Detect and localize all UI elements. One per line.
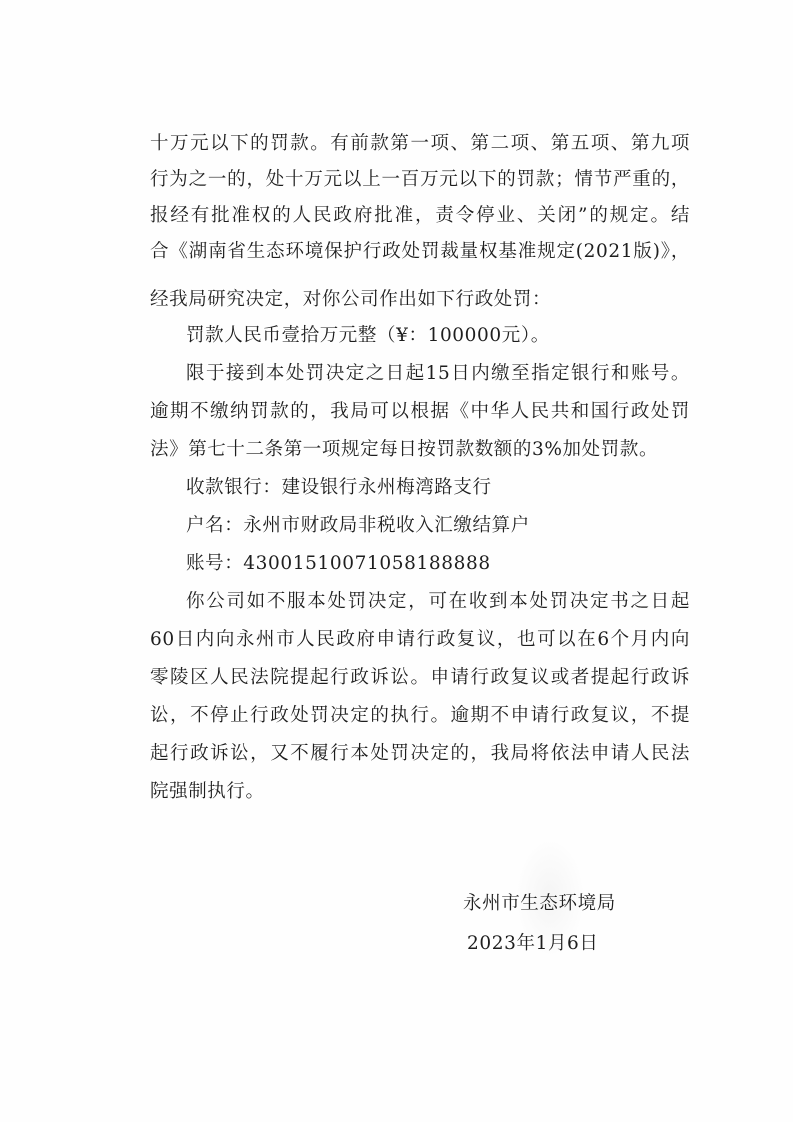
penalty-amount-line: 罚款人民币壹拾万元整（¥：100000元）。 bbox=[186, 325, 550, 346]
signature-date: 2023年1月6日 bbox=[467, 933, 599, 954]
appeal-line-5: 起行政诉讼，又不履行本处罚决定的，我局将依法申请人民法 bbox=[150, 743, 690, 764]
account-number-line: 账号：43001510071058188888 bbox=[186, 553, 491, 574]
appeal-line-4: 讼，不停止行政处罚决定的执行。逾期不申请行政复议，不提 bbox=[150, 705, 690, 726]
appeal-line-6: 院强制执行。 bbox=[150, 781, 265, 802]
appeal-line-3: 零陵区人民法院提起行政诉讼。申请行政复议或者提起行政诉 bbox=[150, 667, 690, 688]
body-line-4: 合《湖南省生态环境保护行政处罚裁量权基准规定(2021版)》， bbox=[150, 241, 690, 262]
appeal-line-1: 你公司如不服本处罚决定，可在收到本处罚决定书之日起 bbox=[186, 591, 690, 612]
late-payment-line-2: 法》第七十二条第一项规定每日按罚款数额的3%加处罚款。 bbox=[150, 439, 659, 460]
payment-deadline-line: 限于接到本处罚决定之日起15日内缴至指定银行和账号。 bbox=[186, 363, 690, 384]
receiving-bank-line: 收款银行：建设银行永州梅湾路支行 bbox=[186, 477, 492, 498]
late-payment-line-1: 逾期不缴纳罚款的，我局可以根据《中华人民共和国行政处罚 bbox=[150, 401, 690, 422]
body-line-3: 报经有批准权的人民政府批准，责令停业、关闭”的规定。结 bbox=[150, 205, 690, 226]
appeal-line-2: 60日内向永州市人民政府申请行政复议，也可以在6个月内向 bbox=[150, 629, 690, 650]
account-name-line: 户名：永州市财政局非税收入汇缴结算户 bbox=[186, 515, 530, 536]
signature-organization: 永州市生态环境局 bbox=[463, 893, 616, 914]
body-line-5: 经我局研究决定，对你公司作出如下行政处罚： bbox=[150, 289, 552, 310]
body-line-1: 十万元以下的罚款。有前款第一项、第二项、第五项、第九项 bbox=[150, 133, 690, 154]
body-line-2: 行为之一的，处十万元以上一百万元以下的罚款；情节严重的， bbox=[150, 169, 690, 190]
